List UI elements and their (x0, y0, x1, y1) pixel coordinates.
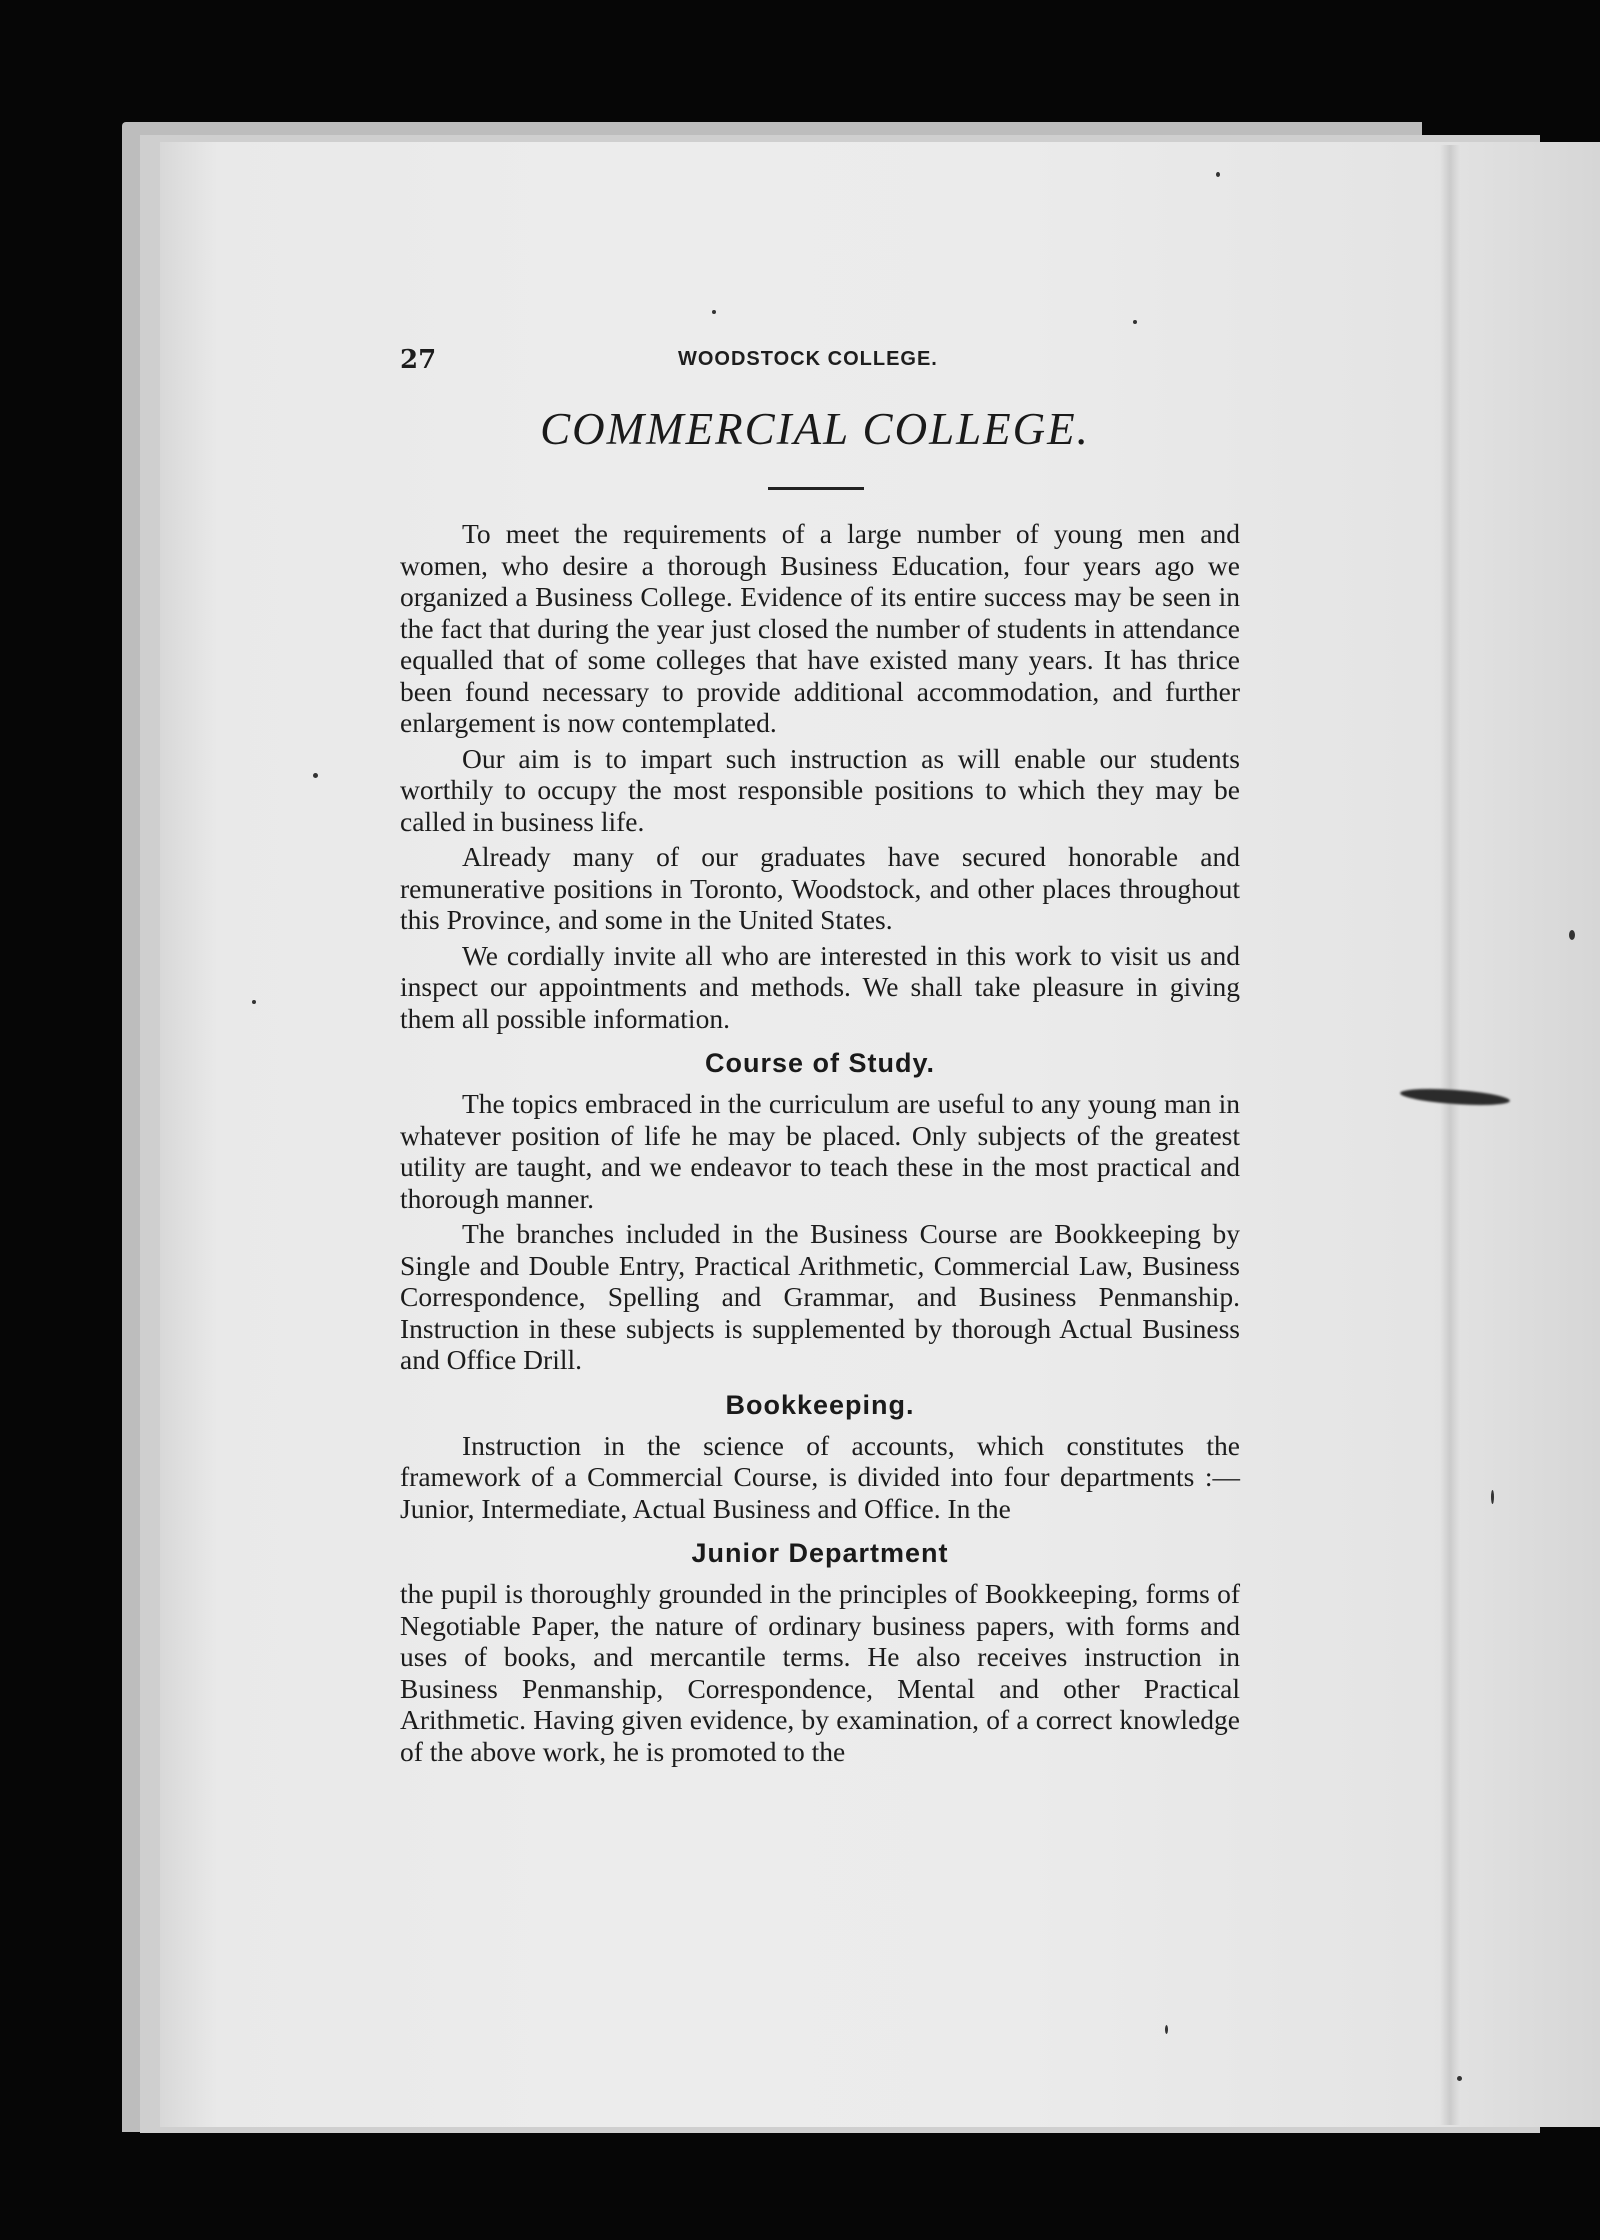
ink-speck (1457, 2076, 1462, 2081)
ink-speck (1133, 320, 1137, 324)
course-of-study-heading: Course of Study. (704, 1048, 935, 1078)
ink-speck (1491, 1490, 1494, 1504)
ink-speck (1216, 172, 1220, 177)
bookkeeping-paragraph: Instruction in the science of accounts, which constitutes the framework of a Commercial Course, is divided into four departments :—Junior, Intermediate, Actual Business and Office. In the (400, 1429, 1240, 1524)
ink-speck (1165, 2025, 1168, 2034)
article-body (400, 518, 1240, 1771)
ink-speck (1569, 930, 1575, 940)
ink-speck (313, 773, 318, 778)
title-rule (768, 487, 864, 490)
ink-speck (712, 310, 716, 314)
intro-paragraph-2: Our aim is to impart such instruction as will enable our students worthily to occupy the most responsible positions to which they may be called in business life. (400, 742, 1240, 837)
page-number: 27 (400, 345, 437, 375)
bookkeeping-heading: Bookkeeping. (725, 1389, 915, 1420)
junior-department-heading: Junior Department (691, 1538, 949, 1568)
course-paragraph-1: The topics embraced in the curriculum are useful to any young man in whatever position of life he may be placed. Only subjects of the greatest utility are taught, and we endeavor to teach these in the most practical and thorough manner. (400, 1088, 1240, 1214)
page-title: COMMERCIAL COLLEGE. (540, 404, 1090, 454)
course-paragraph-2: The branches included in the Business Course are Bookkeeping by Single and Double Entry, Practical Arithmetic, Commercial Law, Business Correspondence, Spelling and Grammar, and Business Penmanship. Instruction in these subjects is supplemented by thorough Actual Business and Office Drill. (400, 1218, 1240, 1375)
running-head (400, 345, 1500, 375)
running-title: WOODSTOCK COLLEGE. (678, 348, 938, 370)
page-gutter-shadow (1440, 145, 1460, 2125)
ink-speck (252, 1000, 256, 1004)
intro-paragraph-4: We cordially invite all who are interested in this work to visit us and inspect our appointments and methods. We shall take pleasure in giving them all possible information. (400, 939, 1240, 1034)
intro-paragraph-1: To meet the requirements of a large number of young men and women, who desire a thorough Business Education, four years ago we organized a Business College. Evidence of its entire success may be seen in the fact that during the year just closed the number of students in attendance equalled that of some colleges that have existed many years. It has thrice been found necessary to provide additional accommodation, and further enlargement is now contemplated. (400, 518, 1240, 738)
junior-department-paragraph: the pupil is thoroughly grounded in the principles of Bookkeeping, forms of Negotiable Paper, the nature of ordinary business papers, with forms and uses of books, and mercantile terms. He also receives instruction in Business Penmanship, Correspondence, Mental and other Practical Arithmetic. Having given evidence, by examination, of a correct knowledge of the above work, he is promoted to the (400, 1578, 1240, 1767)
intro-paragraph-3: Already many of our graduates have secured honorable and remunerative positions in Toronto, Woodstock, and other places throughout this Province, and some in the United States. (400, 841, 1240, 935)
